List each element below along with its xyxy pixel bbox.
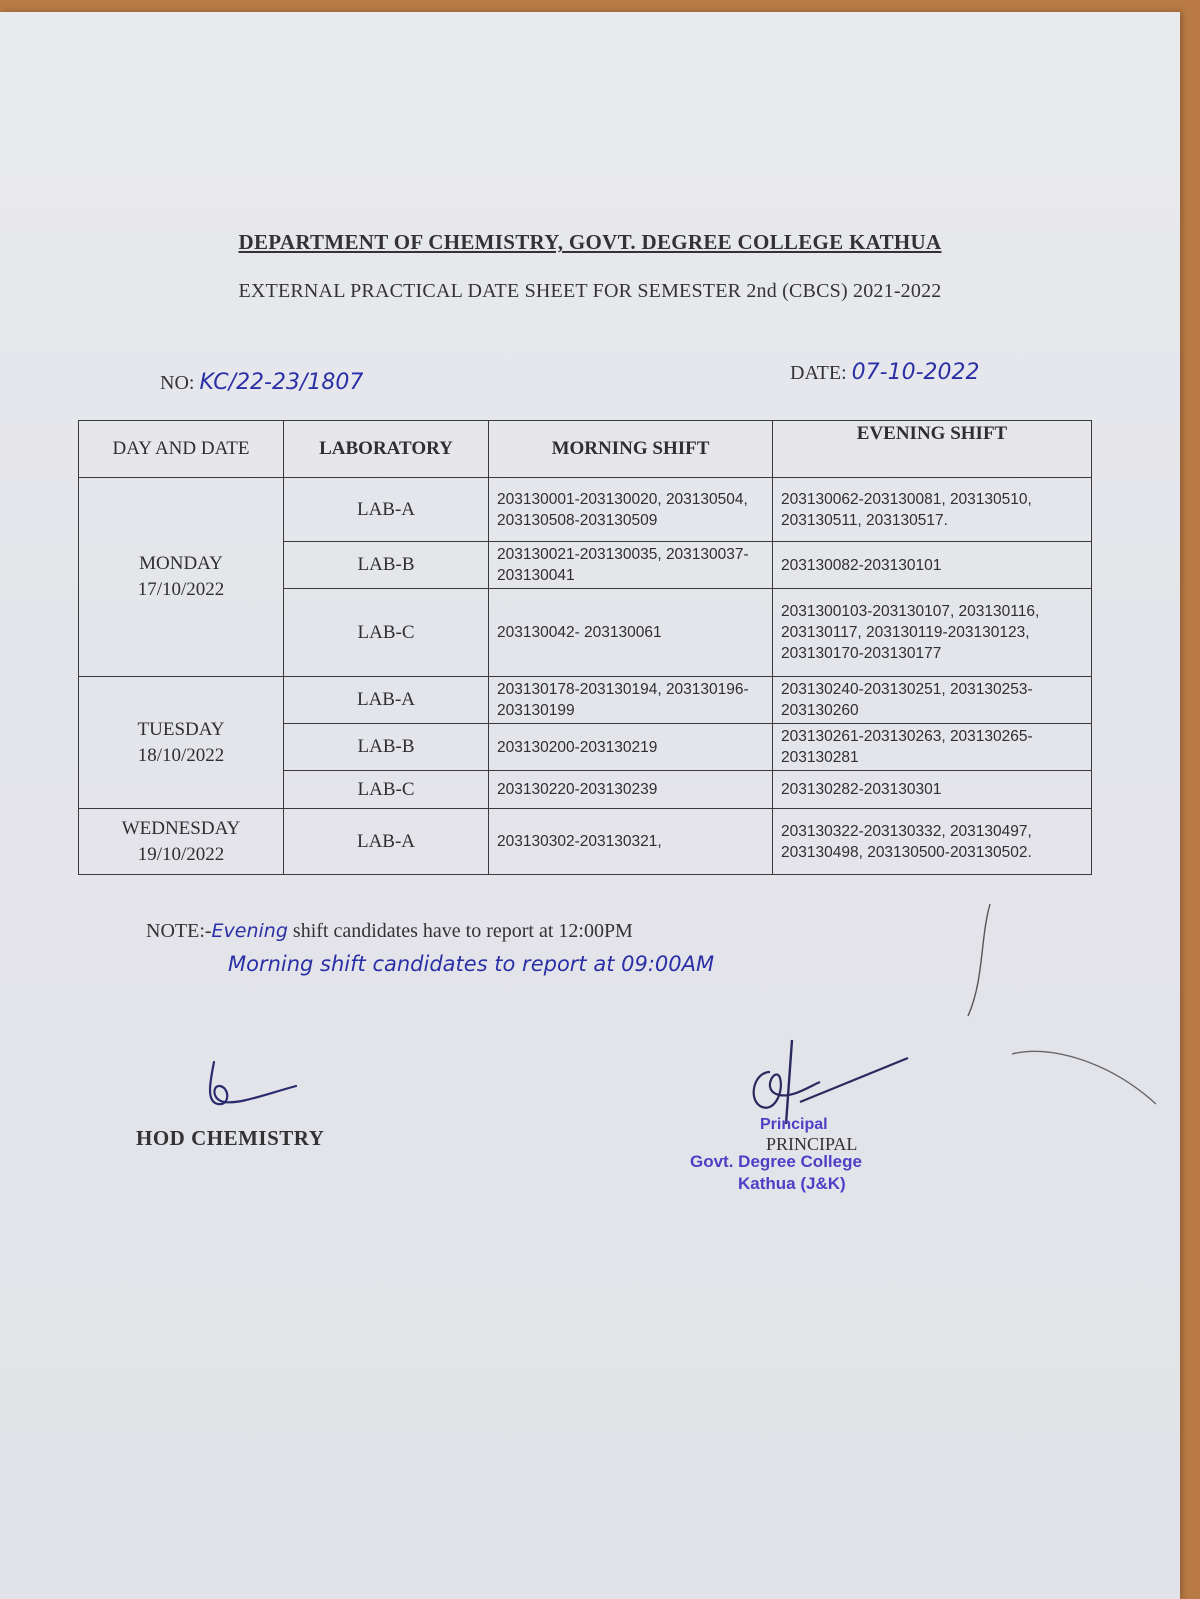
evening-cell: 203130261-203130263, 203130265-203130281 — [773, 724, 1092, 771]
header-evening-shift: EVENING SHIFT — [773, 421, 1092, 478]
document-date-value: 07-10-2022 — [851, 360, 980, 385]
morning-cell: 203130220-203130239 — [489, 771, 773, 809]
lab-cell: LAB-A — [284, 677, 489, 724]
lab-cell: LAB-B — [284, 724, 489, 771]
document-date-label: DATE: — [790, 362, 847, 384]
day-date: 18/10/2022 — [137, 744, 225, 766]
day-name: MONDAY — [139, 553, 223, 574]
table-header-row — [79, 421, 1092, 478]
table-row — [79, 677, 1092, 724]
reference-number — [160, 370, 363, 395]
evening-cell: 203130082-203130101 — [773, 542, 1092, 589]
evening-cell: 2031300103-203130107, 203130116, 203130117, 203130119-203130123, 203130170-203130177 — [773, 589, 1092, 677]
day-name: WEDNESDAY — [121, 817, 241, 839]
document-page — [0, 12, 1180, 1599]
stamp-line-1: Principal — [760, 1116, 828, 1133]
evening-cell: 203130062-203130081, 203130510, 203130511, 203130517. — [773, 478, 1092, 542]
lab-cell: LAB-C — [284, 589, 489, 677]
morning-cell: 203130021-203130035, 203130037-203130041 — [489, 542, 773, 589]
morning-cell: 203130178-203130194, 203130196-203130199 — [489, 677, 773, 724]
principal-label: PRINCIPAL — [766, 1134, 858, 1154]
morning-cell: 203130302-203130321, — [489, 809, 773, 875]
department-title: DEPARTMENT OF CHEMISTRY, GOVT. DEGREE COLLEGE KATHUA — [238, 230, 942, 254]
lab-cell: LAB-A — [284, 478, 489, 542]
stamp-line-2: Govt. Degree College — [690, 1152, 862, 1171]
morning-cell: 203130001-203130020, 203130504, 203130508-203130509 — [489, 478, 773, 542]
morning-cell: 203130200-203130219 — [489, 724, 773, 771]
day-name: TUESDAY — [137, 718, 225, 740]
evening-cell: 203130322-203130332, 203130497, 203130498, 203130500-203130502. — [773, 809, 1092, 875]
margin-curve-icon — [1010, 1042, 1160, 1112]
margin-mark-icon — [960, 900, 1000, 1020]
day-cell — [79, 809, 284, 875]
date-sheet-table — [78, 420, 1092, 875]
document-date — [790, 360, 980, 385]
evening-note — [146, 920, 633, 943]
lab-cell: LAB-C — [284, 771, 489, 809]
stamp-line-3: Kathua (J&K) — [738, 1174, 846, 1193]
lab-cell: LAB-A — [284, 809, 489, 875]
table-row — [79, 809, 1092, 875]
hod-label: HOD CHEMISTRY — [136, 1126, 325, 1150]
day-cell — [79, 478, 284, 677]
day-cell — [79, 677, 284, 809]
date-sheet-title: EXTERNAL PRACTICAL DATE SHEET FOR SEMESTER 2nd (CBCS) 2021-2022 — [238, 280, 942, 302]
note-evening-handwritten: Evening — [211, 920, 288, 942]
morning-note: Morning shift candidates to report at 09:00AM — [228, 952, 715, 976]
note-prefix: NOTE:- — [146, 920, 212, 942]
header-day-date: DAY AND DATE — [79, 421, 284, 478]
morning-cell: 203130042- 203130061 — [489, 589, 773, 677]
header-laboratory: LABORATORY — [284, 421, 489, 478]
reference-number-value: KC/22-23/1807 — [199, 370, 364, 395]
header-morning-shift: MORNING SHIFT — [489, 421, 773, 478]
day-date: 19/10/2022 — [137, 843, 225, 865]
evening-cell: 203130282-203130301 — [773, 771, 1092, 809]
principal-stamp — [690, 1116, 930, 1200]
day-date: 17/10/2022 — [137, 579, 225, 600]
hod-signature-icon — [200, 1052, 310, 1122]
reference-number-label: NO: — [160, 372, 195, 394]
lab-cell: LAB-B — [284, 542, 489, 589]
note-evening-text: shift candidates have to report at 12:00PM — [287, 920, 633, 942]
table-row — [79, 478, 1092, 542]
evening-cell: 203130240-203130251, 203130253-203130260 — [773, 677, 1092, 724]
